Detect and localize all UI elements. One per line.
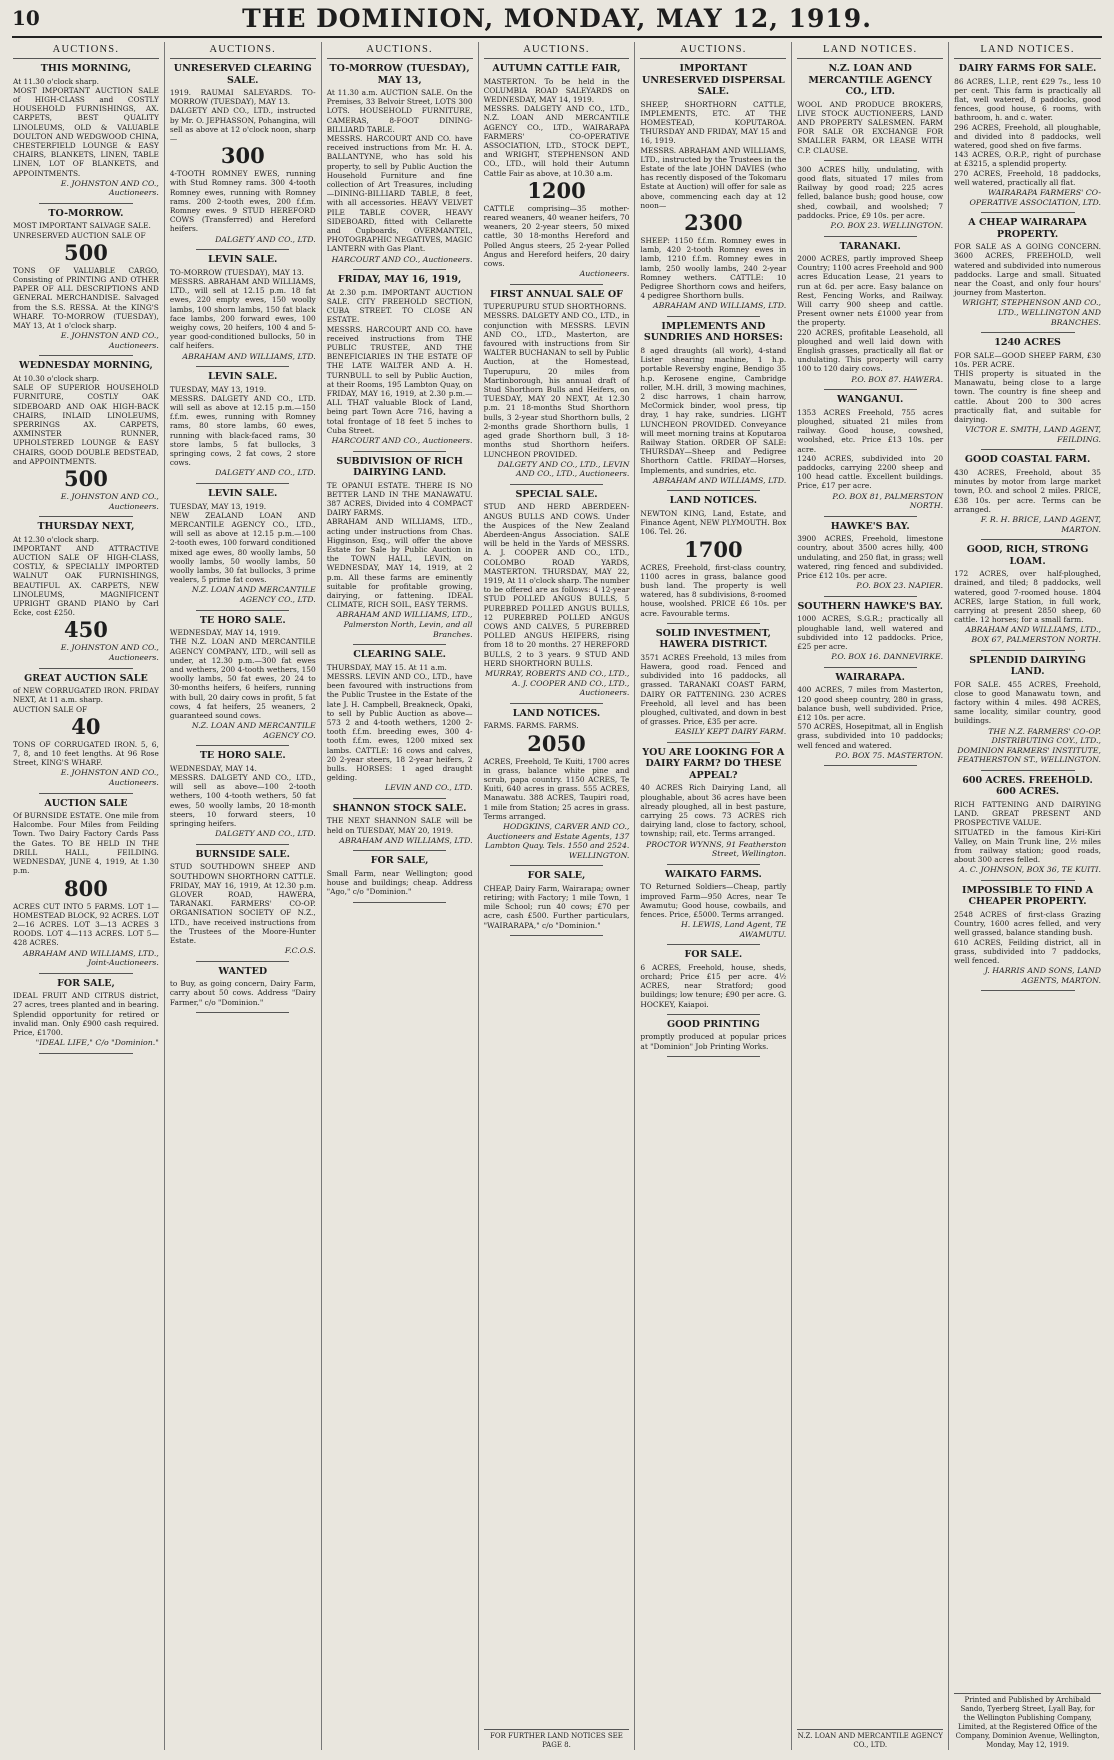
ad-signature: THE N.Z. FARMERS' CO-OP. DISTRIBUTING COY., LTD., DOMINION FARMERS' INSTITUTE, FEATHERSTON ST., WELLINGTON. <box>957 726 1101 765</box>
ad-divider <box>981 449 1075 450</box>
ad-heading: WEDNESDAY MORNING, <box>19 360 153 372</box>
ad-divider <box>39 1053 132 1054</box>
ad-heading: LAND NOTICES. <box>512 707 601 719</box>
ad-divider <box>981 770 1075 771</box>
ad-signature: DALGETY AND CO., LTD. <box>215 829 316 839</box>
ad-heading: FRIDAY, MAY 16, 1919, <box>337 274 462 286</box>
ad-divider <box>39 793 132 794</box>
ad-body-text: 1919. RAUMAI SALEYARDS. TO-MORROW (TUESDAY), MAY 13. DALGETY AND CO., LTD., instructed by Mr. O. JEPHASSON, Pohangina, will sell as above at 12 o'clock noon, sharp— <box>169 88 316 144</box>
ad-heading: TE HORO SALE. <box>199 614 286 626</box>
ad-divider <box>353 798 446 799</box>
ad-body-text: 1353 ACRES Freehold, 755 acres ploughed, situated 21 miles from railway. Good house, cowshed, woolshed, etc. Price £13 10s. per acre. 1240 ACRES, subdivided into 20 paddocks, carrying 2200 sheep and 100 head cattle. Excellent buildings. Price, £17 per acre. <box>797 407 944 491</box>
advertisement <box>640 869 786 946</box>
advertisement <box>797 63 943 161</box>
advertisement <box>13 798 159 974</box>
ad-detail-text: ACRES, Freehold, first-class country, 1100 acres in grass, balance good bush land. The property is well watered, has 8 subdivisions, 8-roomed house, woolshed. PRICE £6 10s. per acre. Favourable terms. <box>640 562 787 618</box>
ad-divider <box>667 864 760 865</box>
ad-body-text: At 11.30 o'clock sharp. MOST IMPORTANT AUCTION SALE of HIGH-CLASS and COSTLY HOUSEHOLD FURNISHINGS, AX. CARPETS, BEST QUALITY LINOLEUMS, OLD & VALUABLE DOULTON AND WEDGWOOD CHINA, CHESTERFIELD LOUNGE & EASY CHAIRS, BLANKETS, LINEN, TABLE LINEN, LOT OF BLANKETS, and APPOINTMENTS. <box>13 76 159 178</box>
advertisement <box>327 803 473 852</box>
ad-large-figure: 1700 <box>684 536 743 562</box>
ad-heading: SOLID INVESTMENT, HAWERA DISTRICT. <box>655 627 771 651</box>
advertisement <box>640 949 786 1015</box>
ad-divider <box>981 332 1075 333</box>
newspaper-column <box>165 42 322 1750</box>
advertisement <box>797 394 943 517</box>
advertisement <box>170 849 316 962</box>
ad-body-text: Small Farm, near Wellington; good house and buildings; cheap. Address "Ago," c/o "Dominion." <box>326 868 473 897</box>
ad-heading: FOR SALE, <box>370 855 429 867</box>
ad-heading: GREAT AUCTION SALE <box>24 672 148 684</box>
newspaper-column <box>322 42 479 1750</box>
ad-body-text: WOOL AND PRODUCE BROKERS, LIVE STOCK AUCTIONEERS, LAND AND PROPERTY SALESMEN. FARM FOR SALE OR EXCHANGE FOR SMALLER FARM, OR LEASE WITH C.P. CLAUSE. <box>797 99 944 155</box>
ad-body-text: promptly produced at popular prices at "Dominion" Job Printing Works. <box>640 1032 787 1051</box>
ad-large-figure: 2300 <box>684 209 743 235</box>
ad-divider <box>353 269 446 270</box>
ad-heading: 1240 ACRES <box>994 337 1061 349</box>
ad-heading: N.Z. LOAN AND MERCANTILE AGENCY CO., LTD. <box>808 63 933 97</box>
column-heading: LAND NOTICES. <box>954 42 1101 59</box>
ad-body-text: 3900 ACRES, Freehold, limestone country, about 3500 acres hilly, 400 undulating, and 250 flat, in grass; well watered, ring fenced and subdivided. Price £12 10s. per acre. <box>797 534 944 581</box>
ad-divider <box>824 389 917 390</box>
ad-body-text: 8 aged draughts (all work), 4-stand Lister shearing machine, 1 h.p. portable Reversby engine, Bendigo 35 h.p. Kerosene engine, Cambridge roller, M.H. drill, 3 mowing machines, 2 disc harrows, 1 chain harrow, McCormick binder, wool press, tip dray, 1 hay rake, sundries. LIGHT LUNCHEON PROVIDED. Conveyance will meet morning trains at Koputaroa Railway Station. ORDER OF SALE: THURSDAY—Sheep and Pedigree Shorthorn Cattle. FRIDAY—Horses, Implements, and sundries, etc. <box>640 345 787 475</box>
ad-heading: GOOD COASTAL FARM. <box>964 454 1091 466</box>
column-heading: LAND NOTICES. <box>797 42 943 59</box>
ad-signature: P.O. BOX 23. WELLINGTON. <box>830 220 944 230</box>
advertisement <box>170 966 316 1013</box>
ad-divider <box>981 990 1075 991</box>
ad-body-text: CHEAP, Dairy Farm, Wairarapa; owner retiring; with Factory; 1 mile Town, 1 mile School; run 40 cows; £70 per acre, cash £500. Further particulars, "WAIRARAPA," c/o "Dominion." <box>483 883 630 930</box>
ad-signature: EASILY KEPT DAIRY FARM. <box>674 727 787 737</box>
ad-divider <box>353 850 446 851</box>
ad-heading: BURNSIDE SALE. <box>195 848 290 860</box>
advertisement <box>13 63 159 204</box>
ad-divider <box>667 623 760 624</box>
advertisement <box>640 495 786 623</box>
ad-body-text: FOR SALE—GOOD SHEEP FARM, £30 10s. PER ACRE. THIS property is situated in the Manawatu, being close to a large town. The country is fine sheep and cattle. About 200 to 300 acres practically flat, and suitable for dairying. <box>954 350 1101 425</box>
ad-signature: F.C.O.S. <box>284 946 316 956</box>
ad-signature: E. JOHNSTON AND CO., Auctioneers. <box>60 768 159 787</box>
ad-body-text: WEDNESDAY, MAY 14. MESSRS. DALGETY AND CO., LTD., will sell as above—100 2-tooth wethers, 100 4-tooth wethers, 50 fat ewes, 50 woolly lambs, 20 18-month steers, 10 forward steers, 10 springing heifers. <box>169 763 316 829</box>
advertisement <box>170 63 316 250</box>
ad-heading: TO-MORROW. <box>48 207 124 219</box>
advertisement <box>640 63 786 317</box>
ad-body-text: TUESDAY, MAY 13, 1919. MESSRS. DALGETY AND CO., LTD. will sell as above at 12.15 p.m.—150 f.f.m. ewes, running with Romney rams, 80 store lambs, 60 ewes, running with black-faced rams, 30 store lambs, 5 fat bullocks, 3 springing cows, 2 fat cows, 2 store cows. <box>169 384 316 468</box>
ad-heading: SPECIAL SALE. <box>515 488 598 500</box>
ad-detail-text: TONS OF VALUABLE CARGO, Consisting of PRINTING AND OTHER PAPER OF ALL DESCRIPTIONS AND GENERAL MERCHANDISE. Salvaged from the S.S. RESSA. At the KING'S WHARF. TO-MORROW (TUESDAY), MAY 13, At 1 o'clock sharp. <box>13 265 159 331</box>
ad-heading: THURSDAY NEXT, <box>37 521 135 533</box>
column-footer: FOR FURTHER LAND NOTICES SEE PAGE 8. <box>484 1729 630 1750</box>
ad-body-text: At 11.30 a.m. AUCTION SALE. On the Premises, 33 Belvoir Street, LOTS 300 LOTS. HOUSEHOLD FURNITURE, CAMERAS, 8-FOOT DINING-BILLIARD TABLE. MESSRS. HARCOURT AND CO. have received instructions from Mr. H. A. BALLANTYNE, who has sold his property, to sell by Public Auction the Household Furniture and fine collection of Art Treasures, including—DINING-BILLIARD TABLE, 8 feet, with all accessories. HEAVY VELVET PILE TABLE COVER, HEAVY SIDEBOARD, fitted with Cellarette and Cupboards, OVERMANTEL, PHOTOGRAPHIC NEGATIVES, MAGIC LANTERN with Gas Plant. <box>326 88 473 254</box>
advertisement <box>327 274 473 451</box>
advertisement <box>13 978 159 1054</box>
advertisement <box>13 673 159 794</box>
ad-body-text: FARMS. FARMS. FARMS. <box>483 721 579 731</box>
ad-divider <box>196 610 289 611</box>
ad-signature: ABRAHAM AND WILLIAMS, LTD. <box>182 351 316 361</box>
advertisement <box>954 655 1101 771</box>
ad-divider <box>353 902 446 903</box>
newspaper-title: THE DOMINION, MONDAY, MAY 12, 1919. <box>242 4 872 33</box>
advertisement <box>13 360 159 517</box>
newspaper-column <box>792 42 949 1750</box>
ad-body-text: SHEEP, SHORTHORN CATTLE, IMPLEMENTS, ETC. AT THE HOMESTEAD, KOPUTAROA. THURSDAY AND FRIDAY, MAY 15 and 16, 1919. MESSRS. ABRAHAM AND WILLIAMS, LTD., instructed by the Trustees in the Estate of the late JOHN DAVIES (who has recently disposed of the Tokomaru Estate at Auction) will offer for sale as above, commencing each day at 12 noon— <box>640 99 787 210</box>
advertisement <box>954 337 1101 450</box>
ad-body-text: MASTERTON. To be held in the COLUMBIA ROAD SALEYARDS on WEDNESDAY, MAY 14, 1919. MESSRS. DALGETY AND CO., LTD., N.Z. LOAN AND MERCANTILE AGENCY CO., LTD., WAIRARAPA FARMERS' CO-OPERATIVE ASSOCIATION, LTD., STOCK DEPT., and WRIGHT, STEPHENSON AND CO., LTD., will hold their Autumn Cattle Fair as above, at 10.30 a.m. <box>483 76 630 178</box>
ad-detail-text: ACRES, Freehold, Te Kuiti, 1700 acres in grass, balance white pine and scrub, papa country. 1150 ACRES, Te Kuiti, 640 acres in grass. 555 ACRES, Manawatu. 388 ACRES, Taupiri road, 1 mile from Station; 25 acres in grass. Terms arranged. <box>483 756 630 821</box>
ad-heading: UNRESERVED CLEARING SALE. <box>173 63 312 86</box>
advertisement <box>484 63 630 285</box>
ad-signature: ABRAHAM AND WILLIAMS, LTD., BOX 67, PALMERSTON NORTH. <box>965 625 1101 644</box>
ad-signature: E. JOHNSTON AND CO., Auctioneers. <box>60 178 159 198</box>
ad-divider <box>824 516 917 517</box>
ad-divider <box>667 490 760 491</box>
page-number: 10 <box>12 6 40 30</box>
advertisement <box>797 672 943 767</box>
advertisement <box>954 454 1101 540</box>
advertisement <box>954 217 1101 333</box>
ad-body-text: 40 ACRES Rich Dairying Land, all ploughable, about 36 acres have been already ploughed, all in best pasture, carrying 25 cows. 73 ACRES rich dairying land, close to factory, school, township; rail, etc. Terms arranged. <box>640 783 787 839</box>
ad-signature: ABRAHAM AND WILLIAMS, LTD. <box>339 835 473 845</box>
ad-signature: J. HARRIS AND SONS, LAND AGENTS, MARTON. <box>984 966 1101 985</box>
ad-body-text: IDEAL FRUIT AND CITRUS district, 27 acres, trees planted and in bearing. Splendid opportunity for retired or invalid man. Only £900 cash required. Price, £1700. <box>13 991 159 1038</box>
ad-signature: ABRAHAM AND WILLIAMS, LTD. <box>652 301 787 311</box>
ad-body-text: 2548 ACRES of first-class Grazing Country, 1600 acres felled, and very well grassed, balance standing bush. 610 ACRES, Feilding district, all in grass, subdivided into 7 paddocks, well fenced. <box>954 909 1101 965</box>
ad-heading: SOUTHERN HAWKE'S BAY. <box>797 600 943 612</box>
ad-signature: MURRAY, ROBERTS AND CO., LTD., A. J. COOPER AND CO., LTD., Auctioneers. <box>485 669 630 698</box>
advertisement <box>170 254 316 367</box>
ad-heading: AUTUMN CATTLE FAIR, <box>492 63 621 74</box>
ad-heading: IMPOSSIBLE TO FIND A CHEAPER PROPERTY. <box>962 884 1094 908</box>
ad-signature: N.Z. LOAN AND MERCANTILE AGENCY CO., LTD. <box>191 585 316 604</box>
ad-heading: WANGANUI. <box>837 394 904 406</box>
ad-body-text: TE OPANUI ESTATE. THERE IS NO BETTER LAND IN THE MANAWATU. 387 ACRES, Divided into 4 COMPACT DAIRY FARMS. ABRAHAM AND WILLIAMS, LTD., acting under instructions from Chas. Higginson, Esq., will offer the above Estate for Sale by Public Auction in the TOWN HALL, LEVIN, on WEDNESDAY, MAY 14, 1919, at 2 p.m. All these farms are eminently suitable for profitable growing, dairying, or fattening. IDEAL CLIMATE, RICH SOIL, EASY TERMS. <box>326 480 473 610</box>
ad-body-text: At 10.30 o'clock sharp. SALE OF SUPERIOR HOUSEHOLD FURNITURE, COSTLY OAK SIDEBOARD AND OAK HIGH-BACK CHAIRS, INLAID LINOLEUMS, SPERRINGS AX. CARPETS, AXMINSTER RUNNER, UPHOLSTERED LOUNGE & EASY CHAIRS, GOOD DOUBLE BEDSTEAD, and APPOINTMENTS. <box>13 373 159 466</box>
ad-divider <box>667 1014 760 1015</box>
ad-body-text: TO-MORROW (TUESDAY), MAY 13. MESSRS. ABRAHAM AND WILLIAMS, LTD., will sell at 12.15 p.m. 18 fat ewes, 220 empty ewes, 150 woolly lambs, 100 shorn lambs, 150 fat black face lambs, 200 forward ewes, 100 weighy cows, 20 heifers, 100 4 and 5-year good-conditioned bullocks, 50 in calf heifers. <box>169 267 316 351</box>
advertisement <box>170 615 316 747</box>
ad-signature: HARCOURT AND CO., Auctioneers. <box>331 436 473 445</box>
ad-body-text: TUESDAY, MAY 13, 1919. NEW ZEALAND LOAN AND MERCANTILE AGENCY CO., LTD., will sell as above at 12.15 p.m.—100 2-tooth ewes, 100 forward conditioned mixed age ewes, 80 woolly lambs, 50 woolly lambs, 50 woolly lambs, 50 woolly lambs, 30 fat bullocks, 3 prime vealers, 5 prime fat cows. <box>169 501 316 585</box>
ad-heading: TARANAKI. <box>839 240 901 252</box>
ad-body-text: 6 ACRES, Freehold, house, sheds, orchard; Price £15 per acre. 4½ ACRES, near Stratford; good buildings; low tenure; £90 per acre. G. HOCKEY, Kaiapoi. <box>640 962 787 1009</box>
ad-divider <box>824 596 917 597</box>
ad-signature: P.O. BOX 75. MASTERTON. <box>835 750 944 760</box>
ad-heading: GOOD PRINTING <box>667 1018 760 1030</box>
ad-large-figure: 450 <box>64 617 108 643</box>
ad-signature: N.Z. LOAN AND MERCANTILE AGENCY CO. <box>191 721 316 740</box>
ad-divider <box>981 650 1075 651</box>
ad-body-text: STUD AND HERD ABERDEEN-ANGUS BULLS AND COWS. Under the Auspices of the New Zealand Aberdeen-Angus Association. SALE will be held in the Yards of MESSRS. A. J. COOPER AND CO., LTD., COLOMBO ROAD YARDS, MASTERTON. THURSDAY, MAY 22, 1919, At 11 o'clock sharp. The number to be offered are as follows: 4 12-year STUD POLLED ANGUS BULLS, 5 PUREBRED POLLED ANGUS BULLS, 12 PUREBRED POLLED ANGUS COWS AND CALVES, 5 PUREBRED POLLED ANGUS HEIFERS, rising from 18 to 20 months. 27 HEREFORD BULLS, 2 to 3 years. 9 STUD AND HERD SHORTHORN BULLS. <box>483 502 630 668</box>
ad-signature: P.O. BOX 81, PALMERSTON NORTH. <box>832 491 944 511</box>
column-footer: N.Z. LOAN AND MERCANTILE AGENCY CO., LTD. <box>797 1729 943 1750</box>
advertisement <box>327 649 473 799</box>
column-heading: AUCTIONS. <box>170 42 316 59</box>
advertisement <box>797 521 943 597</box>
ad-large-figure: 2050 <box>527 730 586 756</box>
ad-divider <box>667 944 760 945</box>
ad-signature: E. JOHNSTON AND CO., Auctioneers. <box>60 331 159 350</box>
newspaper-column <box>479 42 636 1750</box>
ad-divider <box>667 316 760 317</box>
ad-signature: HODGKINS, CARVER AND CO., Auctioneers and Estate Agents, 137 Lambton Quay. Tels. 1550 and 2524. WELLINGTON. <box>485 821 630 860</box>
advertisement <box>797 241 943 391</box>
ad-divider <box>667 1056 760 1057</box>
advertisement <box>954 775 1101 881</box>
ad-detail-text: ACRES CUT INTO 5 FARMS. LOT 1—HOMESTEAD BLOCK, 92 ACRES. LOT 2—16 ACRES. LOT 3—13 ACRES 3 ROODS. LOT 4—113 ACRES. LOT 5—428 ACRES. <box>13 901 159 948</box>
advertisement <box>640 747 786 865</box>
newspaper-column <box>635 42 792 1750</box>
ad-signature: E. JOHNSTON AND CO., Auctioneers. <box>60 643 159 663</box>
ad-heading: SPLENDID DAIRYING LAND. <box>969 654 1086 678</box>
ad-divider <box>196 249 289 250</box>
ad-divider <box>824 765 917 766</box>
ad-signature: ABRAHAM AND WILLIAMS, LTD. <box>652 475 787 485</box>
ad-heading: THIS MORNING, <box>40 63 132 74</box>
ad-body-text: At 2.30 p.m. IMPORTANT AUCTION SALE. CITY FREEHOLD SECTION, CUBA STREET. TO CLOSE AN ESTATE. MESSRS. HARCOURT AND CO. have received instructions from THE PUBLIC TRUSTEE, AND THE BENEFICIARIES IN THE ESTATE OF THE LATE WALTER AND A. H. TURNBULL to sell by Public Auction, at their Rooms, 195 Lambton Quay, on FRIDAY, MAY 16, 1919, at 2.30 p.m.— ALL THAT valuable Block of Land, being part Town Acre 716, having a total frontage of 18 feet 5 inches to Cuba Street. <box>326 287 473 435</box>
ad-divider <box>196 366 289 367</box>
newspaper-column <box>8 42 165 1750</box>
advertisement <box>13 208 159 357</box>
ad-signature: ABRAHAM AND WILLIAMS, LTD., Joint-Auctioneers. <box>23 948 159 968</box>
ad-body-text: THURSDAY, MAY 15. At 11 a.m. MESSRS. LEVIN AND CO., LTD., have been favoured with instructions from the Public Trustee in the Estate of the late J. H. Campbell, Breakneck, Opaki, to sell by Public Auction as above—573 2 and 4-tooth wethers, 1200 2-tooth f.f.m. breeding ewes, 300 4-tooth f.f.m. ewes, 1200 mixed sex lambs. CATTLE: 16 cows and calves, 20 2-year steers, 18 2-year heifers, 2 bulls. HORSES: 1 aged draught gelding. <box>326 662 473 783</box>
ad-heading: FIRST ANNUAL SALE OF <box>490 288 623 300</box>
ad-divider <box>196 483 289 484</box>
ad-body-text: 3571 ACRES Freehold, 13 miles from Hawera, good road. Fenced and subdivided into 16 paddocks, all grassed. TARANAKI COAST FARM, DAIRY OR FATTENING. 230 ACRES Freehold, all level and has been ploughed, cultivated, and down in best of grasses. Price, £35 per acre. <box>640 652 787 727</box>
ad-signature: HARCOURT AND CO., Auctioneers. <box>331 254 473 264</box>
ad-divider <box>981 539 1075 540</box>
ad-heading: WAIKATO FARMS. <box>664 868 762 880</box>
ad-divider <box>353 451 446 452</box>
ad-body-text: NEWTON KING, Land, Estate, and Finance Agent, NEW PLYMOUTH. Box 106. Tel. 26. <box>640 508 787 537</box>
advertisement <box>327 63 473 270</box>
ad-signature: DALGETY AND CO., LTD. <box>215 468 316 478</box>
ad-body-text: to Buy, as going concern, Dairy Farm, carry about 50 cows. Address "Dairy Farmer," c/o "Dominion." <box>169 979 316 1007</box>
ad-heading: IMPORTANT UNRESERVED DISPERSAL SALE. <box>642 63 785 97</box>
ad-signature: PROCTOR WYNNS, 91 Featherston Street, Wellington. <box>646 839 787 859</box>
ad-divider <box>981 212 1075 213</box>
ad-divider <box>510 865 603 866</box>
advertisement <box>327 456 473 646</box>
ad-detail-text: SHEEP: 1150 f.f.m. Romney ewes in lamb, 420 2-tooth Romney ewes in lamb, 1210 f.f.m. Romney ewes in lamb, 250 woolly lambs, 240 2-year Romney wethers. CATTLE: 10 Pedigree Shorthorn cows and heifers, 4 pedigree Shorthorn bulls. <box>640 235 787 301</box>
ad-divider <box>39 668 132 669</box>
ad-large-figure: 40 <box>71 713 101 739</box>
advertisement <box>640 1019 786 1057</box>
ad-body-text: At 12.30 o'clock sharp. IMPORTANT AND ATTRACTIVE AUCTION SALE OF HIGH-CLASS, COSTLY, & SPECIALLY IMPORTED WALNUT OAK FURNISHINGS, BEAUTIFUL AX. CARPETS, NEW LINOLEUMS, MAGNIFICENT UPRIGHT GRAND PIANO by Carl Ecke, cost £250. <box>13 534 159 618</box>
advertisement <box>640 321 786 491</box>
ad-divider <box>981 880 1075 881</box>
advertisement <box>327 855 473 902</box>
ad-divider <box>39 516 132 517</box>
advertisement <box>484 489 630 704</box>
ad-detail-text: 4-TOOTH ROMNEY EWES, running with Stud Romney rams. 300 4-tooth Romney ewes, running with Romney rams. 200 2-tooth ewes, 200 f.f.m. Romney ewes. 9 STUD HEREFORD COWS (Transferred) and Hereford heifers. <box>169 169 316 234</box>
ad-detail-text: TONS OF CORRUGATED IRON. 5, 6, 7, 8, and 10 feet lengths. At 96 Rose Street, KING'S WHARF. <box>13 739 159 768</box>
ad-body-text: FOR SALE. 455 ACRES, Freehold, close to good Manawatu town, and factory within 4 miles. 498 ACRES, same locality, similar country, good buildings. <box>954 679 1101 726</box>
ad-heading: TE HORO SALE. <box>199 750 286 762</box>
ad-body-text: THE NEXT SHANNON SALE will be held on TUESDAY, MAY 20, 1919. <box>326 816 473 835</box>
ad-heading: A CHEAP WAIRARAPA PROPERTY. <box>968 217 1087 240</box>
advertisement <box>954 885 1101 991</box>
ad-heading: SHANNON STOCK SALE. <box>332 802 467 814</box>
advertisement <box>13 521 159 669</box>
ad-heading: 600 ACRES. FREEHOLD. 600 ACRES. <box>962 774 1093 798</box>
ad-divider <box>510 935 603 936</box>
ad-body-text: 1000 ACRES, S.G.R.; practically all ploughable land, well watered and subdivided into 12 paddocks. Price, £25 per acre. <box>797 614 944 651</box>
ad-signature: WRIGHT, STEPHENSON AND CO., LTD., WELLINGTON AND BRANCHES. <box>962 298 1101 327</box>
ad-body-text: TO Returned Soldiers—Cheap, partly improved Farm—950 Acres, near Te Awamutu; Good house, cowbails, and fences. Price, £5000. Terms arranged. <box>640 882 787 919</box>
advertisement <box>797 601 943 668</box>
ad-divider <box>667 742 760 743</box>
ad-body-text: 400 ACRES, 7 miles from Masterton, 120 good sheep country, 280 in grass, balance bush, well subdivided. Price, £12 10s. per acre. 570 ACRES, Hosepitmat, all in English grass, subdivided into 10 paddocks; well fenced and watered. <box>797 685 944 750</box>
masthead <box>12 2 1102 38</box>
advertisement <box>797 165 943 237</box>
column-footer: Printed and Published by Archibald Sando, Tyerberg Street, Lyall Bay, for the Wellington Publishing Company, Limited, at the Registered Office of the Company, Dominion Avenue, Wellington, Monday, May 12, 1919. <box>954 1693 1101 1750</box>
advertisement <box>954 544 1101 650</box>
ad-body-text: Of BURNSIDE ESTATE. One mile from Halcombe. Four Miles from Feilding Town. Two Dairy Factory Cards Pass the Gates. TO BE HELD IN THE DRILL HALL, FEILDING. WEDNESDAY, JUNE 4, 1919, At 1.30 p.m. <box>13 811 159 876</box>
ad-body-text: 172 ACRES, over half-ploughed, drained, and tiled; 8 paddocks, well watered, good 7-roomed house. 1804 ACRES, large Station, in full work, carrying at present 2850 sheep, 60 cattle. 12 horses; for a small farm. <box>954 569 1101 625</box>
ad-heading: LEVIN SALE. <box>208 254 278 266</box>
ad-detail-text: CATTLE comprising—35 mother-reared weaners, 40 weaner heifers, 70 weaners, 20 2-year steers, 50 mixed cattle, 30 18-months Hereford and Polled Angus steers, 25 2-year Polled Angus and Hereford heifers, 20 dairy cows. <box>483 203 630 268</box>
ad-large-figure: 300 <box>220 143 265 169</box>
ad-divider <box>39 203 132 204</box>
ad-heading: FOR SALE. <box>684 949 743 961</box>
ad-body-text: WEDNESDAY, MAY 14, 1919. THE N.Z. LOAN AND MERCANTILE AGENCY COMPANY, LTD., will sell as under, at 12.30 p.m.—300 fat ewes and wethers, 200 4-tooth wethers, 150 woolly lambs, 50 fat ewes, 20 24 to 30-months heifers, 6 heifers, running with bull, 20 dairy cows in profit, 5 fat cows, 4 fat heifers, 25 weaners, 2 guaranteed sound cows. <box>169 628 316 720</box>
ad-divider <box>824 160 917 161</box>
ad-signature: DALGETY AND CO., LTD. <box>215 234 316 244</box>
ad-heading: AUCTION SALE <box>44 797 128 809</box>
advertisement <box>170 371 316 484</box>
ad-body-text: of NEW CORRUGATED IRON. FRIDAY NEXT, At 11 a.m. sharp. AUCTION SALE OF <box>13 686 159 714</box>
ad-heading: LEVIN SALE. <box>208 488 278 500</box>
ad-signature: P.O. BOX 16. DANNEVIRKE. <box>831 652 944 662</box>
ad-signature: P.O. BOX 23. NAPIER. <box>856 581 944 591</box>
ad-heading: CLEARING SALE. <box>353 649 446 661</box>
ad-signature: P.O. BOX 87. HAWERA. <box>851 374 944 384</box>
advertisement <box>170 488 316 611</box>
ad-heading: FOR SALE, <box>57 977 115 989</box>
ad-body-text: STUD SOUTHDOWN SHEEP AND SOUTHDOWN SHORTHORN CATTLE. FRIDAY, MAY 16, 1919, At 12.30 p.m. GLOVER ROAD, HAWERA, TARANAKI. FARMERS' CO-OP. ORGANISATION SOCIETY OF N.Z., LTD., have received instructions from the Trustees of the Moore-Hunter Estate. <box>169 862 316 945</box>
ad-signature: VICTOR E. SMITH, LAND AGENT, FEILDING. <box>965 425 1101 444</box>
ad-body-text: 86 ACRES, L.I.P., rent £29 7s., less 10 per cent. This farm is practically all flat, well watered, 8 paddocks, good fences, good house, 6 rooms, with bathroom, h. and c. water. 296 ACRES, Freehold, all ploughable, and divided into 8 paddocks, well watered, good shed on five farms. 143 ACRES, O.R.P., right of purchase at £3215, a splendid property. 270 ACRES, Freehold, 18 paddocks, well watered, practically all flat. <box>954 76 1101 187</box>
ad-divider <box>510 284 603 285</box>
ad-heading: TO-MORROW (TUESDAY), MAY 13, <box>329 63 470 86</box>
ad-divider <box>39 355 132 356</box>
column-heading: AUCTIONS. <box>484 42 630 59</box>
ad-divider <box>39 973 132 974</box>
ad-divider <box>196 745 289 746</box>
ad-signature: DALGETY AND CO., LTD., LEVIN AND CO., LTD., Auctioneers. <box>497 459 630 479</box>
ad-heading: LEVIN SALE. <box>208 371 278 383</box>
ad-heading: DAIRY FARMS FOR SALE. <box>958 63 1097 74</box>
column-heading: AUCTIONS. <box>13 42 159 59</box>
advertisement <box>170 750 316 845</box>
ad-signature: ABRAHAM AND WILLIAMS, LTD., Palmerston North, Levin, and all Branches. <box>336 610 473 639</box>
ad-divider <box>353 644 446 645</box>
ad-heading: GOOD, RICH, STRONG LOAM. <box>966 544 1089 567</box>
ad-body-text: 2000 ACRES, partly improved Sheep Country; 1100 acres Freehold and 900 acres Education Lease, 21 years to run at 6d. per acre. Easy balance on Rest, Fencing Works, and Railway. Will carry 900 sheep and cattle. Present owner nets £1000 year from the property. 220 ACRES, profitable Leasehold, all ploughed and well laid down with English grasses, practically all flat or undulating. This property will carry 100 to 120 dairy cows. <box>797 254 944 374</box>
ad-heading: LAND NOTICES. <box>669 495 758 507</box>
advertisement <box>640 628 786 743</box>
advertisement <box>954 63 1101 213</box>
ad-heading: YOU ARE LOOKING FOR A DAIRY FARM? DO THESE APPEAL? <box>642 746 785 781</box>
ad-heading: FOR SALE, <box>527 870 586 882</box>
ad-heading: WAIRARAPA. <box>835 671 905 683</box>
ad-divider <box>824 667 917 668</box>
ad-large-figure: 500 <box>64 239 108 265</box>
ad-heading: IMPLEMENTS AND SUNDRIES AND HORSES: <box>643 320 783 344</box>
advertisement <box>484 289 630 485</box>
ad-divider <box>196 844 289 845</box>
ad-signature: LEVIN AND CO., LTD. <box>384 783 473 793</box>
ad-large-figure: 500 <box>64 465 108 491</box>
ad-heading: SUBDIVISION OF RICH DAIRYING LAND. <box>336 455 463 479</box>
ad-signature: H. LEWIS, Land Agent, TE AWAMUTU. <box>680 920 787 939</box>
ad-divider <box>510 484 603 485</box>
ad-signature: F. R. H. BRICE, LAND AGENT, MARTON. <box>980 514 1101 534</box>
ad-divider <box>196 961 289 962</box>
ad-body-text: MOST IMPORTANT SALVAGE SALE. UNRESERVED AUCTION SALE OF <box>13 221 151 240</box>
ad-signature: WAIRARAPA FARMERS' CO-OPERATIVE ASSOCIATION, LTD. <box>969 187 1101 207</box>
ad-divider <box>196 1012 289 1013</box>
ad-divider <box>510 703 603 704</box>
advertisement <box>484 870 630 936</box>
advertisement <box>484 708 630 867</box>
ad-signature: A. C. JOHNSON, BOX 36, TE KUITI. <box>959 865 1101 875</box>
ad-body-text: 300 ACRES hilly, undulating, with good flats, situated 17 miles from Railway by good road; 225 acres felled, balance bush; good house, cow shed, cowbail, and woolshed; 7 paddocks. Price, £9 10s. per acre. <box>797 164 944 220</box>
column-heading: AUCTIONS. <box>640 42 786 59</box>
ad-large-figure: 800 <box>64 875 108 901</box>
ad-divider <box>824 236 917 237</box>
ad-body-text: FOR SALE AS A GOING CONCERN. 3600 ACRES, FREEHOLD, well watered and subdivided into numerous paddocks. Large and small. Situated near the Coast, and only four hours' journey from Masterton. <box>954 242 1101 298</box>
ad-body-text: 430 ACRES, Freehold, about 35 minutes by motor from large market town, P.O. and school 2 miles. PRICE, £38 10s. per acre. Terms can be arranged. <box>954 467 1101 514</box>
column-heading: AUCTIONS. <box>327 42 473 59</box>
ad-body-text: RICH FATTENING AND DAIRYING LAND. GREAT PRESENT AND PROSPECTIVE VALUE. SITUATED in the famous Kiri-Kiri Valley, on Main Trunk line, 2½ miles from railway station; good roads, about 300 acres felled. <box>954 799 1101 865</box>
ad-signature: Auctioneers. <box>579 269 630 279</box>
ad-heading: WANTED <box>218 965 268 977</box>
newspaper-column <box>949 42 1106 1750</box>
ad-signature: E. JOHNSTON AND CO., Auctioneers. <box>60 491 159 511</box>
ad-large-figure: 1200 <box>527 177 586 203</box>
ad-signature: "IDEAL LIFE," C/o "Dominion." <box>35 1038 159 1048</box>
ad-body-text: TUPERUPURU STUD SHORTHORNS. MESSRS. DALGETY AND CO., LTD., in conjunction with MESSRS. LEVIN AND CO., LTD., Masterton, are favoured with instructions from Sir WALTER BUCHANAN to sell by Public Auction, at the Homestead, Tuperupuru, 20 miles from Martinborough, his annual draft of Stud Shorthorn Bulls and Heifers, on TUESDAY, MAY 20 NEXT, At 12.30 p.m. 21 18-months Stud Shorthorn bulls, 3 2-year stud Shorthorn bulls, 2 2-months grade Shorthorn bulls, 1 aged grade Shorthorn bull, 3 18-months stud Shorthorn heifers. LUNCHEON PROVIDED. <box>483 302 630 459</box>
ad-heading: HAWKE'S BAY. <box>830 520 910 532</box>
